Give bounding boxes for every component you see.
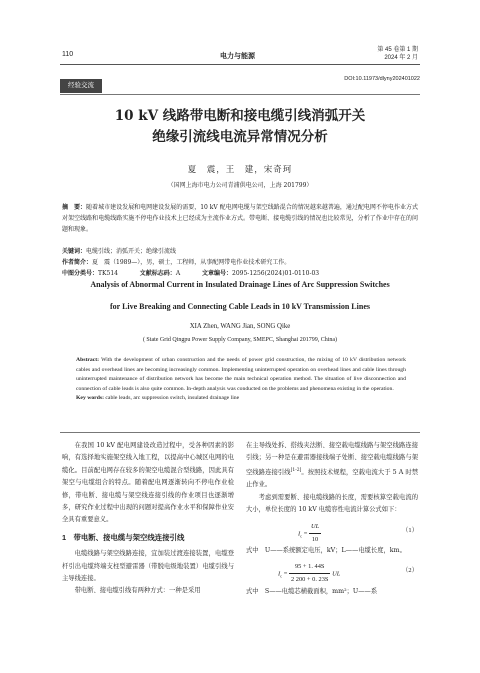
- keywords-en-text: cable leads, arc suppression switch, insulated drainage line: [103, 395, 240, 402]
- abstract-cn: [62, 203, 418, 235]
- section-1-paragraph-2: 带电断、接电缆引线有两种方式：一种是采用: [74, 587, 201, 595]
- formula-2-tail: UL: [332, 570, 341, 578]
- keywords-en-label: Key words:: [76, 395, 104, 402]
- formula-2-lhs-sub: c: [280, 573, 283, 579]
- abstract-en-text: With the development of urban construction and the needs of power grid construction, the mixing of 10 kV distribution network cables and overhead lines are becoming increasingly common. Implementing uninterrupted operation on overhead lines and cable lines through uninterrupted maintenance of distribution network has become the main technical operation method. The situation of live disconnection and connection of cable leads is also quite common. In-depth analysis was conducted on the problems and phenomena existing in the operation.: [76, 357, 406, 392]
- abstract-cn-text: 随着城市建设发展和电网建设发展的需要，10 kV 配电网电缆与架空线路混合的情况越来越普遍，通过配电网不停电作业方式对架空线路和电缆线路实施不停电作业技术上已经成为主流作业方式。带电断、接电缆引线的情况也比较常见，分析了作业中存在的问题和现象。: [62, 204, 418, 233]
- formula-1-lhs-sub: c: [300, 533, 303, 539]
- keywords-cn-text: 电缆引线；消弧开关；绝缘引流线: [86, 248, 177, 255]
- title-cn-line2: 绝缘引流线电流异常情况分析: [152, 129, 328, 145]
- formula-1-numerator: UL: [309, 521, 321, 534]
- issue-info: [377, 46, 418, 62]
- abstract-cn-label: 摘 要：: [62, 204, 87, 211]
- article-label: 文章编号：: [202, 270, 233, 277]
- citation-ref: [1-2]: [290, 467, 302, 473]
- author-info-label: 作者简介：: [62, 259, 93, 266]
- issue-volume: 第 45 卷第 1 期: [377, 47, 418, 53]
- formula-1-lhs: I: [298, 529, 301, 537]
- doi: DOI:10.11973/dlyny202401022: [344, 76, 420, 82]
- formula-2-tag: （2）: [402, 566, 418, 574]
- title-en-line2: for Live Breaking and Connecting Cable Leads in 10 kV Transmission Lines: [110, 302, 370, 311]
- formula-2-denominator: 2 200 + 0. 23S: [290, 576, 329, 584]
- formula-2-numerator: 95 + 1. 44S: [289, 561, 331, 574]
- section-1-heading: 1 带电断、接电缆与架空线连接引线: [62, 532, 185, 542]
- formula-2-lhs: I: [278, 570, 281, 578]
- author-info-text: 夏 震（1989—），男，硕士，工程师，从事配网带电作业技术研究工作。: [92, 259, 291, 266]
- clc-value: TK514: [98, 270, 118, 277]
- formula-1-fraction: [309, 521, 321, 547]
- doc-label: 文献标志码：: [139, 270, 176, 277]
- formula-1-where: 式中 U——系统额定电压，kV；L——电缆长度，km。: [246, 546, 406, 554]
- section-1-paragraph-1: 电缆线路与架空线路连接，宜加装过渡连接装置，电缆登杆引出电缆终端支柱型避雷器（带脱电级地装置）电缆引线与主导线连接。: [62, 550, 234, 583]
- header-rule: [60, 64, 420, 65]
- affiliation-cn: （国网上海市电力公司青浦供电公司，上海 201799）: [167, 182, 313, 189]
- doc-value: A: [175, 270, 181, 277]
- abstract-en-label: Abstract:: [76, 357, 100, 363]
- right-paragraph-1-tail: 。按照技术规程，空载电流大于 5 A 时禁止作业。: [246, 468, 418, 489]
- right-paragraph-1: [246, 440, 418, 492]
- abstract-rule: [60, 432, 420, 433]
- authors-cn: 夏 震，王 建，宋奇珂: [187, 165, 293, 175]
- keywords-cn: [62, 247, 418, 257]
- right-paragraph-1-text: 在主导线处拆、搭线夹法断、接空载电缆线路与架空线路连接引线；另一种是在避雷器接线端子处断、接空载电缆线路与架空线路连接引线: [246, 442, 418, 476]
- page-number: 110: [62, 51, 74, 58]
- title-en-line1: Analysis of Abnormal Current in Insulated Drainage Lines of Arc Suppression Switches: [90, 280, 390, 289]
- affiliation-en: ( State Grid Qingpu Power Supply Company, SMEPC, Shanghai 201799, China): [142, 337, 338, 343]
- abstract-en: [76, 356, 406, 404]
- left-column: [62, 440, 234, 598]
- formula-2-where: 式中 S——电缆芯横截面积，mm²；U——系: [246, 587, 378, 595]
- authors-en: XIA Zhen, WANG Jian, SONG Qike: [189, 323, 291, 330]
- formula-2: $I_c$ = $\frac{95 + 1. 44S}{2 200 + 0. 23S}$ UL （2）: [246, 559, 418, 586]
- doi-rule: [60, 94, 420, 95]
- intro-paragraph: 在我国 10 kV 配电网建设改造过程中，受各种因素的影响，有选择地实施架空线入地工程，以提高中心城区电网的电缆化。目前配电网存在较多的架空电缆混合型线路，因此具有架空与电缆组合的特点。随着配电网逐渐转向不停电作业检修，带电断、接电缆与架空线连接引线的作业项目也逐渐增多，研究作业过程中出现的问题对提高作业水平和保障作业安全具有重要意义。: [62, 442, 234, 524]
- clc-label: 中图分类号：: [62, 270, 99, 277]
- formula-1-denominator: 10: [311, 535, 319, 543]
- journal-name: 电力与能源: [220, 53, 255, 60]
- formula-2-fraction: [289, 561, 331, 587]
- keywords-cn-label: 关键词：: [62, 248, 87, 255]
- author-info-cn: [62, 258, 418, 268]
- formula-1-tag: （1）: [402, 526, 418, 534]
- title-cn-line1: 10 kV 线路带电断和接电缆引线消弧开关: [114, 108, 366, 124]
- article-value: 2095-1256(2024)01-0110-03: [232, 270, 320, 277]
- issue-date: 2024 年 2 月: [384, 55, 418, 61]
- column-badge: 经验交流: [60, 79, 102, 93]
- formula-1: $I_c$ = $\frac{UL}{10}$ （1）: [246, 519, 418, 545]
- right-paragraph-2: 考虑到需要断、接电缆线路的长度，需要核算空载电流的大小，单位长度的 10 kV 电缆容性电流计算公式如下：: [246, 493, 418, 514]
- right-column: [246, 440, 418, 598]
